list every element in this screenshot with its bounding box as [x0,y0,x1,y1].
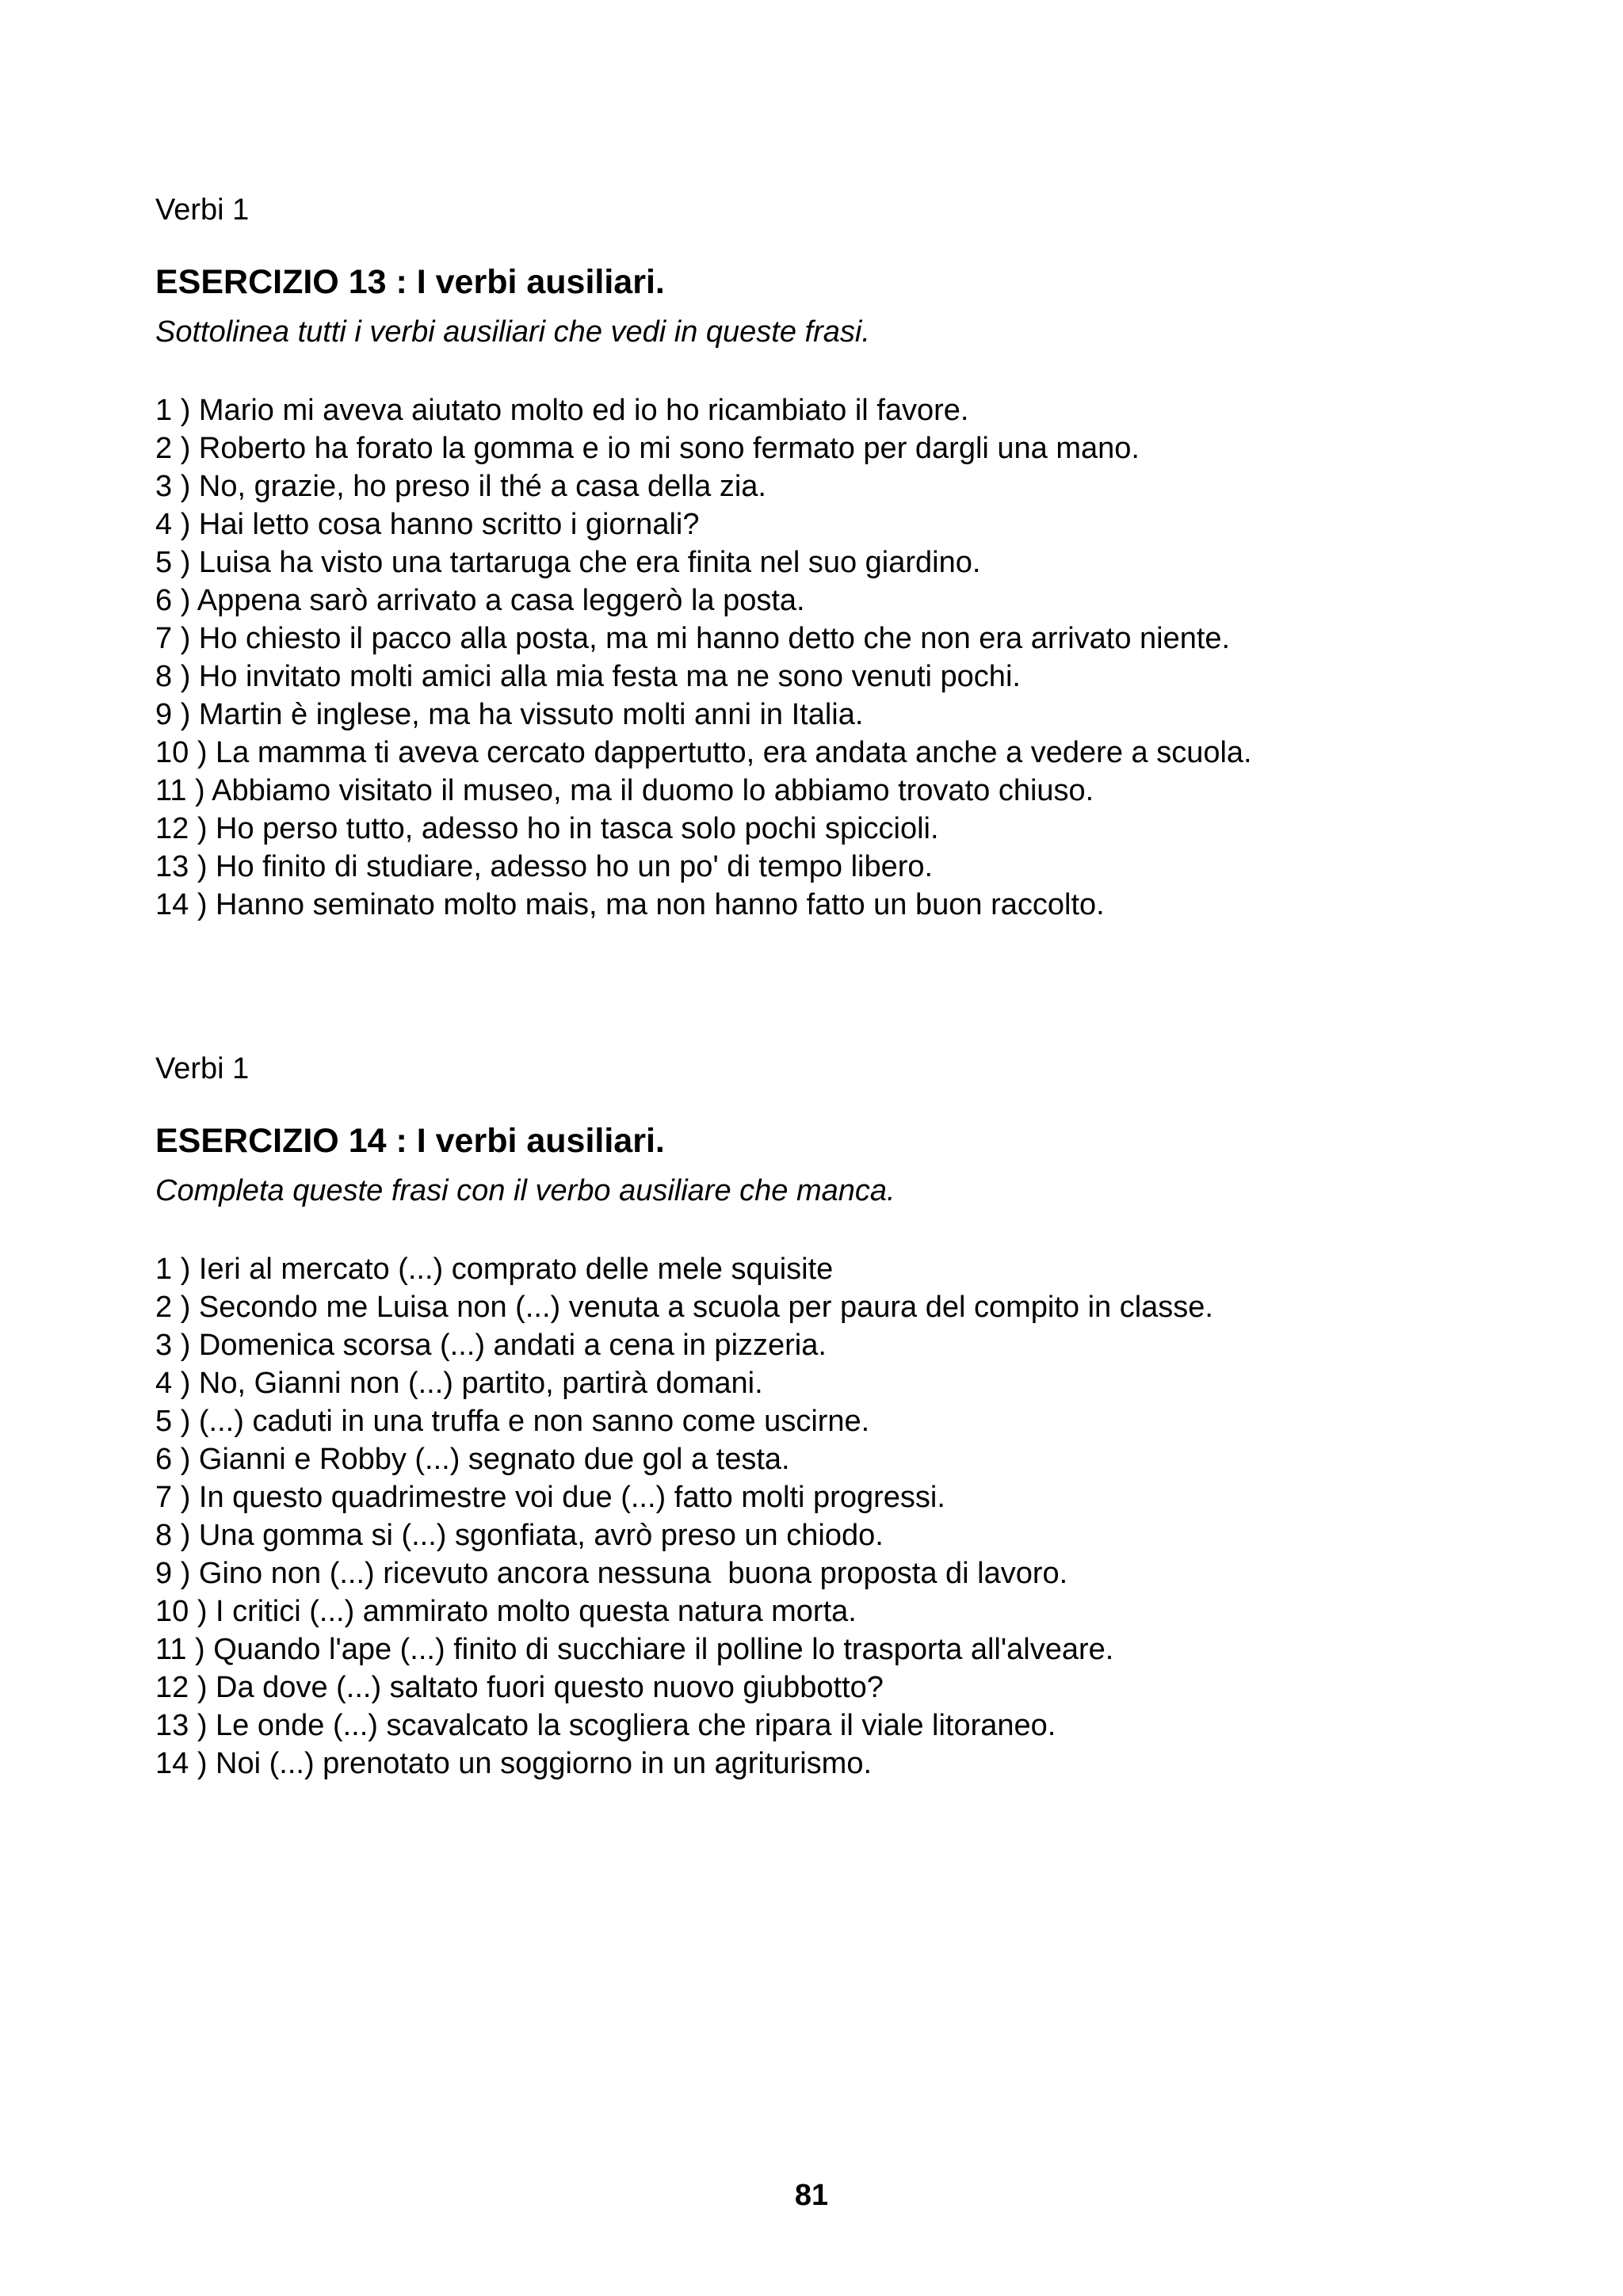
sentence-item: 11 ) Quando l'ape (...) finito di succhiare il polline lo trasporta all'alveare. [155,1633,1114,1666]
running-head: Verbi 1 [155,193,250,227]
sentence-item: 1 ) Ieri al mercato (...) comprato delle mele squisite [155,1253,834,1286]
sentence-item: 8 ) Una gomma si (...) sgonfiata, avrò preso un chiodo. [155,1519,884,1552]
sentence-item: 14 ) Hanno seminato molto mais, ma non hanno fatto un buon raccolto. [155,888,1105,921]
sentence-item: 13 ) Ho finito di studiare, adesso ho un po' di tempo libero. [155,850,934,883]
sentence-item: 14 ) Noi (...) prenotato un soggiorno in un agriturismo. [155,1747,873,1780]
sentence-item: 6 ) Appena sarò arrivato a casa leggerò la posta. [155,584,805,617]
sentence-item: 10 ) La mamma ti aveva cercato dappertutto, era andata anche a vedere a scuola. [155,736,1252,769]
sentence-item: 1 ) Mario mi aveva aiutato molto ed io ho ricambiato il favore. [155,394,969,427]
page-number: 81 [794,2179,829,2212]
sentence-list [155,391,1503,924]
sentence-item: 7 ) Ho chiesto il pacco alla posta, ma mi hanno detto che non era arrivato niente. [155,622,1231,655]
exercise-13 [155,192,1503,924]
sentence-item: 4 ) No, Gianni non (...) partito, partirà domani. [155,1367,763,1400]
sentence-item: 12 ) Da dove (...) saltato fuori questo nuovo giubbotto? [155,1671,884,1704]
sentence-item: 2 ) Secondo me Luisa non (...) venuta a scuola per paura del compito in classe. [155,1291,1213,1324]
sentence-item: 8 ) Ho invitato molti amici alla mia festa ma ne sono venuti pochi. [155,660,1021,693]
sentence-list [155,1250,1503,1783]
sentence-item: 13 ) Le onde (...) scavalcato la scogliera che ripara il viale litoraneo. [155,1709,1056,1742]
sentence-item: 5 ) Luisa ha visto una tartaruga che era finita nel suo giardino. [155,546,981,579]
sentence-item: 3 ) No, grazie, ho preso il thé a casa della zia. [155,470,766,503]
sentence-item: 9 ) Martin è inglese, ma ha vissuto molti anni in Italia. [155,698,864,731]
sentence-item: 10 ) I critici (...) ammirato molto questa natura morta. [155,1595,857,1628]
sentence-item: 5 ) (...) caduti in una truffa e non sanno come uscirne. [155,1405,870,1438]
exercise-title: ESERCIZIO 13 : I verbi ausiliari. [155,263,665,301]
sentence-item: 3 ) Domenica scorsa (...) andati a cena in pizzeria. [155,1329,827,1362]
exercise-instruction: Sottolinea tutti i verbi ausiliari che vedi in queste frasi. [155,315,870,349]
exercise-14 [155,1051,1503,1783]
sentence-item: 4 ) Hai letto cosa hanno scritto i giornali? [155,508,700,541]
sentence-item: 6 ) Gianni e Robby (...) segnato due gol a testa. [155,1443,790,1476]
sentence-item: 2 ) Roberto ha forato la gomma e io mi sono fermato per dargli una mano. [155,432,1140,465]
sentence-item: 11 ) Abbiamo visitato il museo, ma il duomo lo abbiamo trovato chiuso. [155,774,1094,807]
sentence-item: 7 ) In questo quadrimestre voi due (...) fatto molti progressi. [155,1481,945,1514]
sentence-item: 9 ) Gino non (...) ricevuto ancora nessuna buona proposta di lavoro. [155,1557,1068,1590]
exercise-title: ESERCIZIO 14 : I verbi ausiliari. [155,1122,665,1160]
running-head: Verbi 1 [155,1052,250,1085]
sentence-item: 12 ) Ho perso tutto, adesso ho in tasca solo pochi spiccioli. [155,812,939,845]
exercise-instruction: Completa queste frasi con il verbo ausiliare che manca. [155,1174,896,1207]
